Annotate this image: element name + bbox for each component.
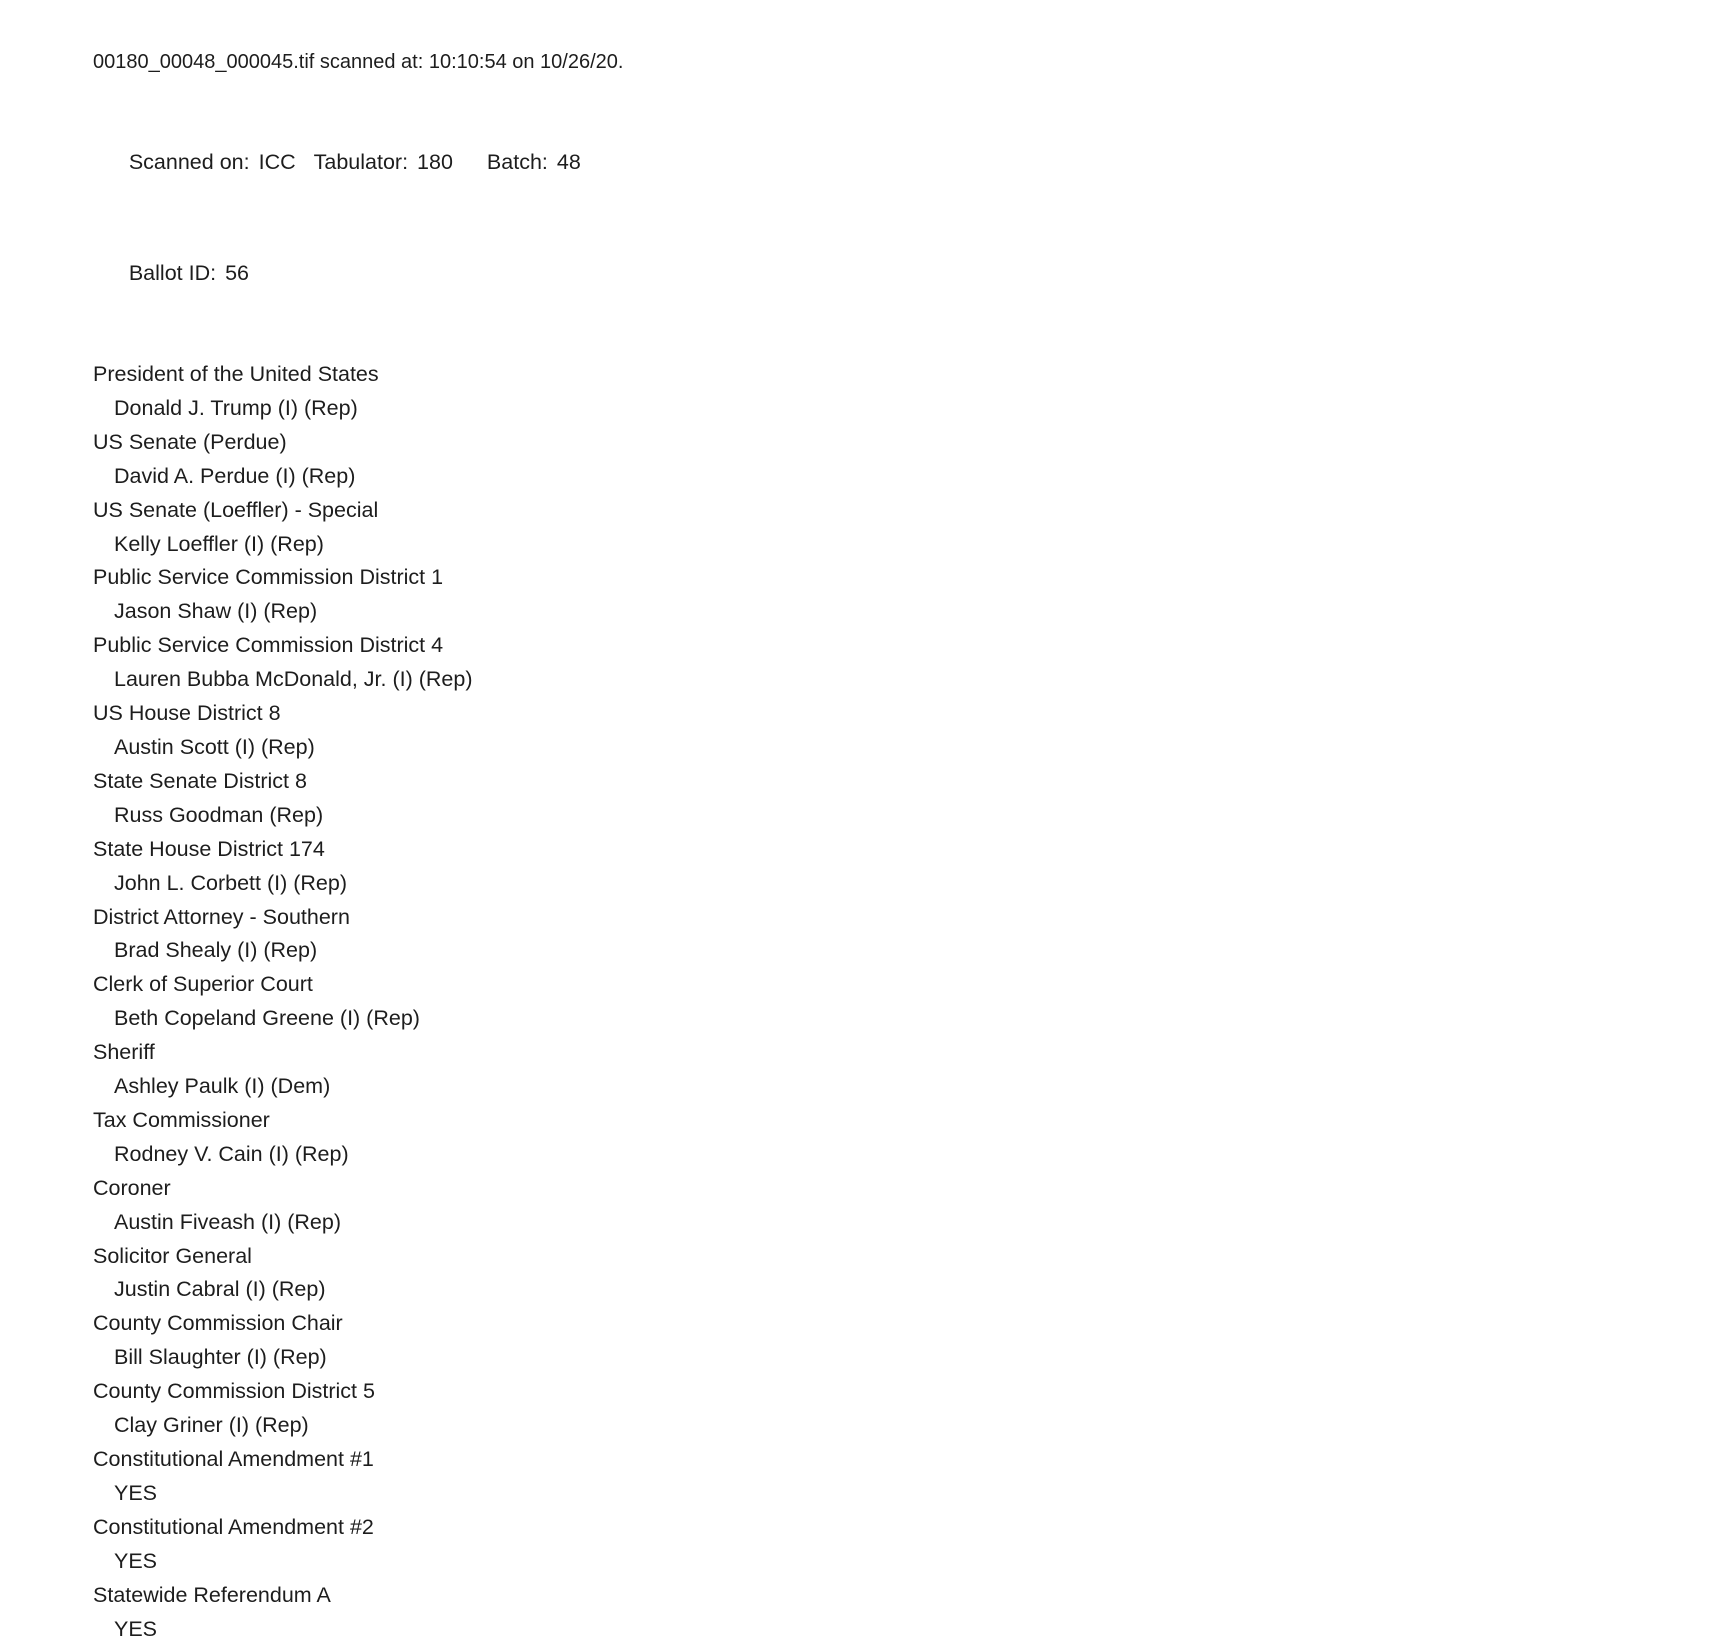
contest-choice: Rodney V. Cain (I) (Rep) [114,1141,349,1166]
contest-title: State House District 174 [93,836,325,861]
contest-title: President of the United States [93,362,379,386]
ballot-id-value: 56 [225,261,249,285]
contest-choice: Bill Slaughter (I) (Rep) [114,1345,327,1370]
scanner-info-line [93,107,1673,218]
contest-title: Tax Commissioner [93,1107,270,1132]
contest-title: Statewide Referendum A [93,1582,331,1607]
tabulator-label: Tabulator: [313,150,409,174]
contest-choice: YES [114,1548,158,1573]
contest-results-list [93,358,1673,1646]
contest-choice: Russ Goodman (Rep) [114,802,324,827]
ballot-id-label: Ballot ID: [128,261,217,285]
contest-choice: Beth Copeland Greene (I) (Rep) [114,1006,420,1031]
contest-title: County Commission Chair [93,1311,343,1336]
contest-choice: Austin Fiveash (I) (Rep) [114,1209,342,1234]
scanned-on-label: Scanned on: [128,150,250,174]
contest-choice: Clay Griner (I) (Rep) [114,1413,309,1438]
contest-choice: John L. Corbett (I) (Rep) [114,870,348,895]
contest-title: Coroner [93,1175,171,1200]
contest-choice: David A. Perdue (I) (Rep) [114,463,356,488]
contest-choice: YES [114,1480,158,1505]
ballot-id-line [93,218,1673,329]
contest-choice: Brad Shealy (I) (Rep) [114,938,318,963]
contest-title: Constitutional Amendment #1 [93,1447,374,1471]
contest-title: US Senate (Loeffler) - Special [93,497,379,522]
contest-title: County Commission District 5 [93,1379,375,1404]
contest-title: US House District 8 [93,701,281,726]
contest-title: State Senate District 8 [93,768,307,793]
contest-choice: Jason Shaw (I) (Rep) [114,599,318,624]
batch-label: Batch: [486,150,548,174]
contest-title: Constitutional Amendment #2 [93,1514,374,1539]
contest-title: Public Service Commission District 1 [93,565,444,590]
contest-title: Sheriff [93,1040,155,1065]
contest-choice: Austin Scott (I) (Rep) [114,734,315,759]
contest-title: US Senate (Perdue) [93,429,287,454]
contest-choice: Ashley Paulk (I) (Dem) [114,1074,331,1099]
contest-title: District Attorney - Southern [93,904,350,929]
contest-choice: YES [114,1616,158,1641]
batch-value: 48 [556,150,581,174]
scan-filename-line: 00180_00048_000045.tif scanned at: 10:10:54 on 10/26/20. [93,51,624,73]
contest-choice: Justin Cabral (I) (Rep) [114,1277,326,1302]
scan-metadata-block [93,107,1673,329]
contest-title: Public Service Commission District 4 [93,633,444,658]
contest-choice: Kelly Loeffler (I) (Rep) [114,531,324,556]
contest-title: Clerk of Superior Court [93,972,313,997]
contest-choice: Donald J. Trump (I) (Rep) [114,395,358,420]
scanned-on-value: ICC [258,150,296,174]
contest-choice: Lauren Bubba McDonald, Jr. (I) (Rep) [114,667,473,692]
tabulator-value: 180 [417,150,453,174]
contest-title: Solicitor General [93,1243,252,1268]
